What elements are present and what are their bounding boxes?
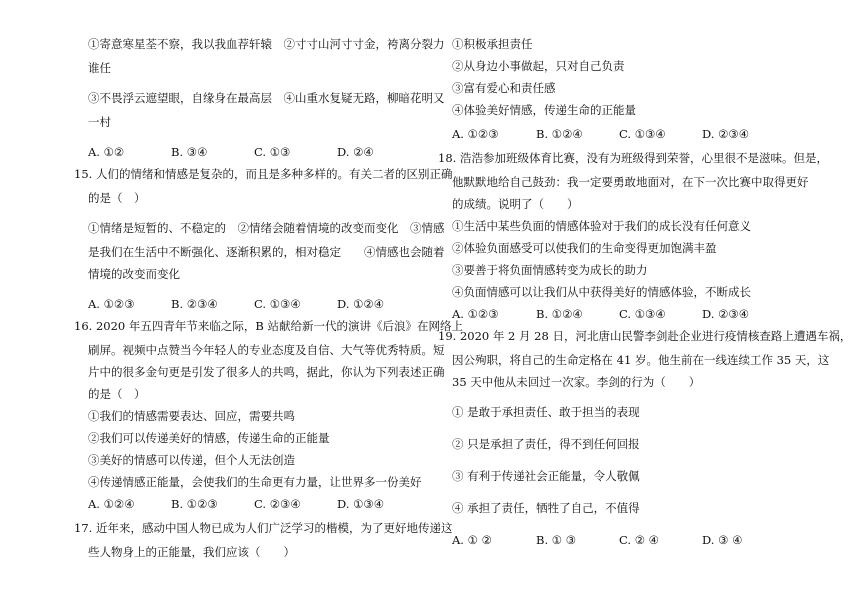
q18-statement: ④负面情感可以让我们从中获得美好的情感体验，不断成长	[452, 285, 751, 299]
q19-choice-c: C. ② ④	[619, 533, 659, 547]
q16-statement: ①我们的情感需要表达、回应，需要共鸣	[88, 409, 295, 423]
q15-statement: 情境的改变而变化	[88, 267, 180, 281]
q19-stem: 因公殉职，将自己的生命定格在 41 岁。他生前在一线连续工作 35 天，这	[452, 353, 830, 367]
right-column	[430, 0, 860, 608]
q18-choice-b: B. ①②④	[536, 307, 583, 321]
q17-choice-d: D. ②③④	[702, 127, 750, 141]
q16-statement: ②我们可以传递美好的情感，传递生命的正能量	[88, 431, 330, 445]
q14-choice-a: A. ①②	[88, 145, 125, 159]
q15-choice-b: B. ②③④	[171, 297, 218, 311]
q18-statement: ②体验负面感受可以使我们的生命变得更加饱满丰盈	[452, 241, 717, 255]
q18-stem: 他默默地给自己鼓劲：我一定要勇敢地面对，在下一次比赛中取得更好	[452, 175, 809, 189]
q19-stem: 35 天中他从未回过一次家。李剑的行为（ ）	[452, 375, 701, 389]
q18-stem: 18. 浩浩参加班级体育比赛，没有为班级得到荣誉，心里很不是滋味。但是，	[438, 151, 828, 165]
q16-choice-b: B. ①②③	[171, 497, 218, 511]
q19-statement: ③ 有利于传递社会正能量，令人敬佩	[452, 469, 640, 483]
q16-choice-c: C. ②③④	[254, 497, 301, 511]
q19-statement: ② 只是承担了责任，得不到任何回报	[452, 437, 640, 451]
q17-statement: ①积极承担责任	[452, 37, 533, 51]
q14-choice-c: C. ①③	[254, 145, 291, 159]
q18-statement: ①生活中某些负面的情感体验对于我们的成长没有任何意义	[452, 219, 751, 233]
q17-statement: ③富有爱心和责任感	[452, 81, 556, 95]
q19-choice-b: B. ① ③	[536, 533, 577, 547]
q17-choice-c: C. ①③④	[619, 127, 666, 141]
q18-stem: 的成绩。说明了（ ）	[452, 197, 579, 211]
q19-statement: ④ 承担了责任，牺牲了自己，不值得	[452, 501, 640, 515]
q14-option-line: ③不畏浮云遮望眼，自缘身在最高层 ④山重水复疑无路，柳暗花明又	[88, 91, 445, 105]
q18-choice-d: D. ②③④	[702, 307, 750, 321]
q14-option-line: 谁任	[88, 61, 111, 75]
q17-statement: ④体验美好情感，传递生命的正能量	[452, 103, 636, 117]
q19-stem: 19. 2020 年 2 月 28 日，河北唐山民警李剑赴企业进行疫情核查路上遭遇车祸，	[438, 329, 852, 343]
q15-statement: 是我们在生活中不断强化、逐渐积累的，相对稳定 ④情感也会随着	[88, 245, 445, 259]
q17-stem: 17. 近年来，感动中国人物已成为人们广泛学习的楷模，为了更好地传递这	[74, 521, 453, 535]
q15-choice-a: A. ①②③	[88, 297, 135, 311]
q16-stem: 刷屏。视频中点赞当今年轻人的专业态度及自信、大气等优秀特质。短	[88, 343, 445, 357]
q18-choice-a: A. ①②③	[452, 307, 499, 321]
q17-stem: 些人物身上的正能量，我们应该（ ）	[88, 545, 295, 559]
q19-choice-d: D. ③ ④	[702, 533, 743, 547]
q16-statement: ③美好的情感可以传递，但个人无法创造	[88, 453, 295, 467]
q17-choice-a: A. ①②③	[452, 127, 499, 141]
q19-choice-a: A. ① ②	[452, 533, 492, 547]
q18-choice-c: C. ①③④	[619, 307, 666, 321]
q15-choice-d: D. ①②④	[337, 297, 385, 311]
q19-statement: ① 是敢于承担责任、敢于担当的表现	[452, 405, 640, 419]
q16-stem: 16. 2020 年五四青年节来临之际，B 站献给新一代的演讲《后浪》在网络上	[74, 319, 463, 333]
q16-choice-d: D. ①③④	[337, 497, 385, 511]
q16-stem: 片中的很多金句更是引发了很多人的共鸣，据此，你认为下列表述正确	[88, 365, 445, 379]
q15-choice-c: C. ①③④	[254, 297, 301, 311]
q14-choice-d: D. ②④	[337, 145, 374, 159]
q16-stem: 的是（ ）	[88, 387, 146, 401]
q14-choice-b: B. ③④	[171, 145, 208, 159]
q14-option-line: 一村	[88, 115, 111, 129]
q18-statement: ③要善于将负面情感转变为成长的助力	[452, 263, 648, 277]
q15-statement: ①情绪是短暂的、不稳定的 ②情绪会随着情境的改变而变化 ③情感	[88, 221, 445, 235]
q15-stem: 的是（ ）	[88, 191, 146, 205]
q16-statement: ④传递情感正能量，会使我们的生命更有力量，让世界多一份美好	[88, 475, 422, 489]
q14-option-line: ①寄意寒星荃不察，我以我血荐轩辕 ②寸寸山河寸寸金，袴离分裂力	[88, 37, 445, 51]
q17-choice-b: B. ①②④	[536, 127, 583, 141]
q16-choice-a: A. ①②④	[88, 497, 135, 511]
q17-statement: ②从身边小事做起，只对自己负责	[452, 59, 625, 73]
q15-stem: 15. 人们的情绪和情感是复杂的，而且是多种多样的。有关二者的区别正确	[74, 167, 453, 181]
